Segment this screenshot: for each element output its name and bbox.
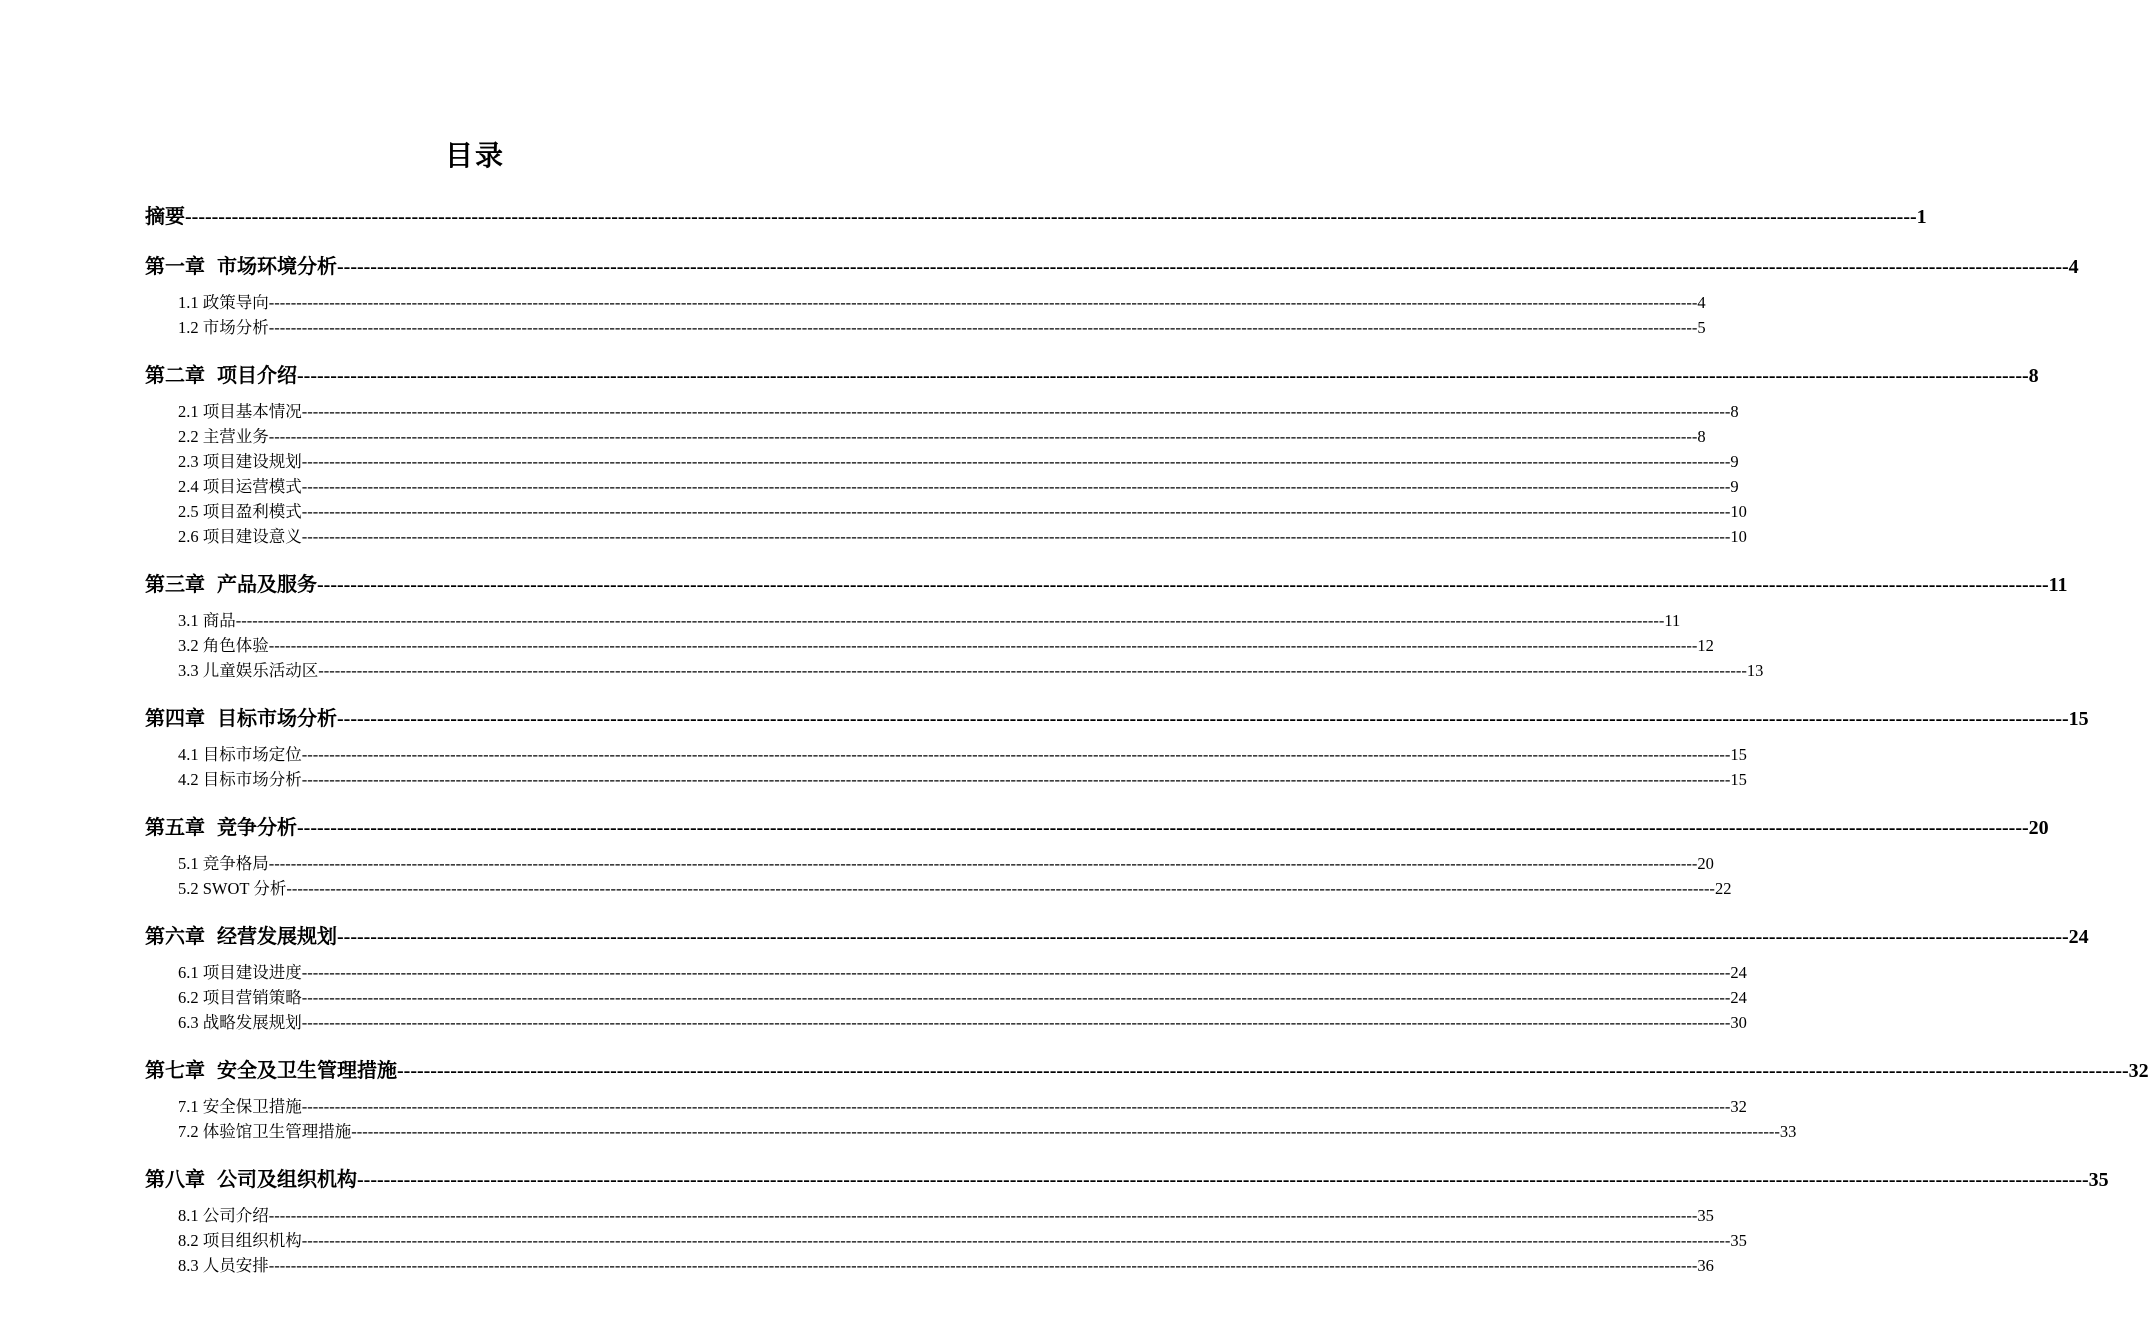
toc-dot-leader: --------------------------------------------------------------------------------------------------------------------------------------------------------------------------------------------------------------------------------------------------------------------	[301, 745, 1731, 764]
toc-entry-title: 6.1 项目建设进度	[178, 963, 302, 982]
toc-section-entry[interactable]	[145, 767, 1747, 792]
toc-chapter-number: 第四章	[145, 708, 205, 730]
toc-chapter-number: 第五章	[145, 817, 205, 839]
toc-entry-title: 3.1 商品	[178, 611, 236, 630]
toc-page-number: 35	[1697, 1206, 1714, 1225]
toc-dot-leader: --------------------------------------------------------------------------------------------------------------------------------------------------------------------------------------------------------------------------------------------------------------------	[268, 293, 1698, 312]
toc-section-entry[interactable]	[145, 1010, 1747, 1035]
toc-entry-title: 8.1 公司介绍	[178, 1206, 269, 1225]
toc-dot-leader: --------------------------------------------------------------------------------------------------------------------------------------------------------------------------------------------------------------------------------------------------------------------	[357, 1169, 2089, 1191]
toc-entry-title: 1.1 政策导向	[178, 293, 269, 312]
toc-entry-label	[178, 633, 269, 658]
toc-page-number: 4	[1697, 293, 1706, 312]
toc-page-number: 36	[1697, 1256, 1714, 1275]
toc-chapter-entry[interactable]	[145, 1166, 2109, 1194]
toc-chapter-number: 第七章	[145, 1060, 205, 1082]
page-title: 目录	[444, 141, 505, 172]
toc-section-entry[interactable]	[145, 608, 1681, 633]
toc-entry-title: 项目介绍	[217, 365, 297, 387]
toc-dot-leader: --------------------------------------------------------------------------------------------------------------------------------------------------------------------------------------------------------------------------------------------------------------------	[301, 477, 1731, 496]
toc-chapter-number: 第二章	[145, 365, 205, 387]
toc-dot-leader: --------------------------------------------------------------------------------------------------------------------------------------------------------------------------------------------------------------------------------------------------------------------	[301, 452, 1731, 471]
toc-entry-title: 目标市场分析	[217, 708, 337, 730]
toc-entry-label	[178, 1119, 351, 1144]
toc-entry-label	[178, 1203, 269, 1228]
toc-dot-leader: --------------------------------------------------------------------------------------------------------------------------------------------------------------------------------------------------------------------------------------------------------------------	[301, 770, 1731, 789]
toc-dot-leader: --------------------------------------------------------------------------------------------------------------------------------------------------------------------------------------------------------------------------------------------------------------------	[268, 427, 1698, 446]
toc-dot-leader: --------------------------------------------------------------------------------------------------------------------------------------------------------------------------------------------------------------------------------------------------------------------	[268, 318, 1698, 337]
toc-entry-title: 6.2 项目营销策略	[178, 988, 302, 1007]
toc-page-number: 8	[1697, 427, 1706, 446]
toc-page-number: 9	[1730, 477, 1739, 496]
toc-page-number: 33	[1779, 1122, 1797, 1141]
toc-dot-leader: --------------------------------------------------------------------------------------------------------------------------------------------------------------------------------------------------------------------------------------------------------------------	[268, 1256, 1698, 1275]
toc-dot-leader: --------------------------------------------------------------------------------------------------------------------------------------------------------------------------------------------------------------------------------------------------------------------	[235, 611, 1665, 630]
toc-section-entry[interactable]	[145, 742, 1747, 767]
toc-section-entry[interactable]	[145, 633, 1714, 658]
toc-dot-leader: --------------------------------------------------------------------------------------------------------------------------------------------------------------------------------------------------------------------------------------------------------------------	[301, 527, 1731, 546]
toc-page-number: 12	[1697, 636, 1714, 655]
toc-entry-title: 安全及卫生管理措施	[217, 1060, 397, 1082]
toc-chapter-entry[interactable]	[145, 203, 1927, 231]
toc-dot-leader: --------------------------------------------------------------------------------------------------------------------------------------------------------------------------------------------------------------------------------------------------------------------	[297, 817, 2029, 839]
toc-page-number: 15	[1730, 745, 1747, 764]
toc-entry-title: 8.2 项目组织机构	[178, 1231, 302, 1250]
toc-page-number: 4	[2068, 256, 2079, 278]
toc-entry-title: 5.2 SWOT 分析	[178, 879, 287, 898]
toc-chapter-entry[interactable]	[145, 705, 2089, 733]
toc-dot-leader: --------------------------------------------------------------------------------------------------------------------------------------------------------------------------------------------------------------------------------------------------------------------	[297, 365, 2029, 387]
toc-entry-label	[178, 742, 302, 767]
toc-entry-title: 8.3 人员安排	[178, 1256, 269, 1275]
toc-entry-label	[178, 1094, 302, 1119]
toc-section-entry[interactable]	[145, 1094, 1747, 1119]
toc-entry-label	[145, 571, 317, 599]
toc-section-entry[interactable]	[145, 1203, 1714, 1228]
toc-dot-leader: --------------------------------------------------------------------------------------------------------------------------------------------------------------------------------------------------------------------------------------------------------------------	[317, 574, 2049, 596]
toc-chapter-entry[interactable]	[145, 362, 2039, 390]
toc-entry-title: 产品及服务	[217, 574, 317, 596]
toc-section-entry[interactable]	[145, 985, 1747, 1010]
toc-page-number: 10	[1730, 527, 1747, 546]
toc-page-number: 32	[2128, 1060, 2149, 1082]
toc-entry-label	[178, 399, 302, 424]
toc-entry-title: 4.1 目标市场定位	[178, 745, 302, 764]
toc-chapter-entry[interactable]	[145, 814, 2049, 842]
toc-section-entry[interactable]	[145, 424, 1706, 449]
toc-entry-title: 摘要	[145, 206, 185, 228]
toc-entry-label	[178, 290, 269, 315]
toc-section-entry[interactable]	[145, 524, 1747, 549]
toc-page-number: 24	[1730, 988, 1747, 1007]
toc-entry-title: 2.6 项目建设意义	[178, 527, 302, 546]
toc-entry-title: 经营发展规划	[217, 926, 337, 948]
toc-chapter-entry[interactable]	[145, 923, 2089, 951]
toc-entry-title: 4.2 目标市场分析	[178, 770, 302, 789]
toc-entry-label	[178, 1010, 302, 1035]
toc-page-number: 15	[1730, 770, 1747, 789]
toc-page-number: 35	[1730, 1231, 1747, 1250]
toc-dot-leader: --------------------------------------------------------------------------------------------------------------------------------------------------------------------------------------------------------------------------------------------------------------------	[301, 988, 1731, 1007]
toc-page-number: 11	[1664, 611, 1681, 630]
toc-page-number: 35	[2088, 1169, 2109, 1191]
toc-entry-label	[178, 524, 302, 549]
toc-dot-leader: --------------------------------------------------------------------------------------------------------------------------------------------------------------------------------------------------------------------------------------------------------------------	[397, 1060, 2129, 1082]
toc-page-number: 15	[2068, 708, 2089, 730]
toc-dot-leader: --------------------------------------------------------------------------------------------------------------------------------------------------------------------------------------------------------------------------------------------------------------------	[337, 256, 2069, 278]
toc-page-number: 30	[1730, 1013, 1747, 1032]
toc-entry-title: 7.1 安全保卫措施	[178, 1097, 302, 1116]
toc-entry-title: 2.1 项目基本情况	[178, 402, 302, 421]
toc-entry-title: 5.1 竞争格局	[178, 854, 269, 873]
toc-chapter-entry[interactable]	[145, 571, 2068, 599]
toc-entry-label	[178, 985, 302, 1010]
toc-page-number: 8	[1730, 402, 1739, 421]
toc-entry-label	[178, 449, 302, 474]
toc-dot-leader: --------------------------------------------------------------------------------------------------------------------------------------------------------------------------------------------------------------------------------------------------------------------	[318, 661, 1747, 680]
toc-entry-title: 2.3 项目建设规划	[178, 452, 302, 471]
toc-entry-label	[145, 1057, 397, 1085]
toc-entry-label	[145, 705, 337, 733]
toc-entry-title: 3.2 角色体验	[178, 636, 269, 655]
toc-page-number: 13	[1746, 661, 1764, 680]
toc-page-number: 9	[1730, 452, 1739, 471]
toc-section-entry[interactable]	[145, 499, 1747, 524]
toc-chapter-entry[interactable]	[145, 253, 2079, 281]
toc-entry-label	[178, 424, 269, 449]
toc-entry-title: 3.3 儿童娱乐活动区	[178, 661, 319, 680]
toc-page-number: 10	[1730, 502, 1747, 521]
toc-entry-title: 6.3 战略发展规划	[178, 1013, 302, 1032]
toc-section-entry[interactable]	[145, 876, 1732, 901]
toc-dot-leader: --------------------------------------------------------------------------------------------------------------------------------------------------------------------------------------------------------------------------------------------------------------------	[337, 926, 2069, 948]
toc-entry-label	[145, 814, 297, 842]
toc-dot-leader: --------------------------------------------------------------------------------------------------------------------------------------------------------------------------------------------------------------------------------------------------------------------	[185, 206, 1917, 228]
toc-page-number: 32	[1730, 1097, 1747, 1116]
toc-entry-label	[178, 499, 302, 524]
toc-entry-label	[145, 362, 297, 390]
toc-entry-label	[145, 203, 185, 231]
toc-entry-label	[178, 1253, 269, 1278]
toc-chapter-number: 第三章	[145, 574, 205, 596]
toc-section-entry[interactable]	[145, 449, 1739, 474]
toc-page-number: 24	[1730, 963, 1747, 982]
toc-entry-label	[145, 923, 337, 951]
toc-entry-label	[178, 767, 302, 792]
toc-entry-title: 7.2 体验馆卫生管理措施	[178, 1122, 352, 1141]
toc-entry-label	[178, 315, 269, 340]
toc-page-number: 20	[1697, 854, 1714, 873]
toc-page-number: 8	[2028, 365, 2039, 387]
toc-dot-leader: --------------------------------------------------------------------------------------------------------------------------------------------------------------------------------------------------------------------------------------------------------------------	[301, 963, 1731, 982]
toc-entry-title: 1.2 市场分析	[178, 318, 269, 337]
toc-page-number: 20	[2028, 817, 2049, 839]
toc-dot-leader: --------------------------------------------------------------------------------------------------------------------------------------------------------------------------------------------------------------------------------------------------------------------	[268, 1206, 1698, 1225]
toc-entry-title: 2.5 项目盈利模式	[178, 502, 302, 521]
toc-dot-leader: --------------------------------------------------------------------------------------------------------------------------------------------------------------------------------------------------------------------------------------------------------------------	[301, 1097, 1731, 1116]
toc-page-number: 24	[2068, 926, 2089, 948]
toc-section-entry[interactable]	[145, 960, 1747, 985]
toc-entry-label	[178, 1228, 302, 1253]
toc-page-number: 1	[1916, 206, 1927, 228]
toc-section-entry[interactable]	[145, 315, 1706, 340]
toc-chapter-entry[interactable]	[145, 1057, 2149, 1085]
toc-section-entry[interactable]	[145, 851, 1714, 876]
toc-entry-label	[178, 960, 302, 985]
toc-entry-label	[178, 851, 269, 876]
toc-section-entry[interactable]	[145, 474, 1739, 499]
toc-chapter-number: 第一章	[145, 256, 205, 278]
toc-page-number: 5	[1697, 318, 1706, 337]
toc-dot-leader: --------------------------------------------------------------------------------------------------------------------------------------------------------------------------------------------------------------------------------------------------------------------	[268, 854, 1698, 873]
toc-page-number: 22	[1714, 879, 1732, 898]
toc-entry-title: 2.4 项目运营模式	[178, 477, 302, 496]
toc-dot-leader: --------------------------------------------------------------------------------------------------------------------------------------------------------------------------------------------------------------------------------------------------------------------	[301, 1013, 1731, 1032]
toc-section-entry[interactable]	[145, 658, 1764, 683]
toc-dot-leader: --------------------------------------------------------------------------------------------------------------------------------------------------------------------------------------------------------------------------------------------------------------------	[337, 708, 2069, 730]
toc-entry-title: 竞争分析	[217, 817, 297, 839]
toc-page-number: 11	[2048, 574, 2068, 596]
toc-dot-leader: --------------------------------------------------------------------------------------------------------------------------------------------------------------------------------------------------------------------------------------------------------------------	[301, 402, 1731, 421]
toc-dot-leader: --------------------------------------------------------------------------------------------------------------------------------------------------------------------------------------------------------------------------------------------------------------------	[286, 879, 1715, 898]
toc-entry-label	[145, 1166, 357, 1194]
toc-dot-leader: --------------------------------------------------------------------------------------------------------------------------------------------------------------------------------------------------------------------------------------------------------------------	[268, 636, 1698, 655]
toc-section-entry[interactable]	[145, 290, 1706, 315]
toc-entry-title: 市场环境分析	[217, 256, 337, 278]
toc-section-entry[interactable]	[145, 399, 1739, 424]
toc-entry-label	[178, 474, 302, 499]
toc-entry-title: 2.2 主营业务	[178, 427, 269, 446]
toc-chapter-number: 第八章	[145, 1169, 205, 1191]
toc-dot-leader: --------------------------------------------------------------------------------------------------------------------------------------------------------------------------------------------------------------------------------------------------------------------	[301, 502, 1731, 521]
toc-entry-title: 公司及组织机构	[217, 1169, 357, 1191]
toc-entry-label	[178, 608, 236, 633]
toc-chapter-number: 第六章	[145, 926, 205, 948]
toc-section-entry[interactable]	[145, 1119, 1797, 1144]
toc-entry-label	[145, 253, 337, 281]
toc-section-entry[interactable]	[145, 1228, 1747, 1253]
toc-entry-label	[178, 876, 286, 901]
toc-dot-leader: --------------------------------------------------------------------------------------------------------------------------------------------------------------------------------------------------------------------------------------------------------------------	[351, 1122, 1780, 1141]
toc-entry-label	[178, 658, 318, 683]
table-of-contents	[145, 200, 2149, 1278]
toc-section-entry[interactable]	[145, 1253, 1714, 1278]
toc-dot-leader: --------------------------------------------------------------------------------------------------------------------------------------------------------------------------------------------------------------------------------------------------------------------	[301, 1231, 1731, 1250]
